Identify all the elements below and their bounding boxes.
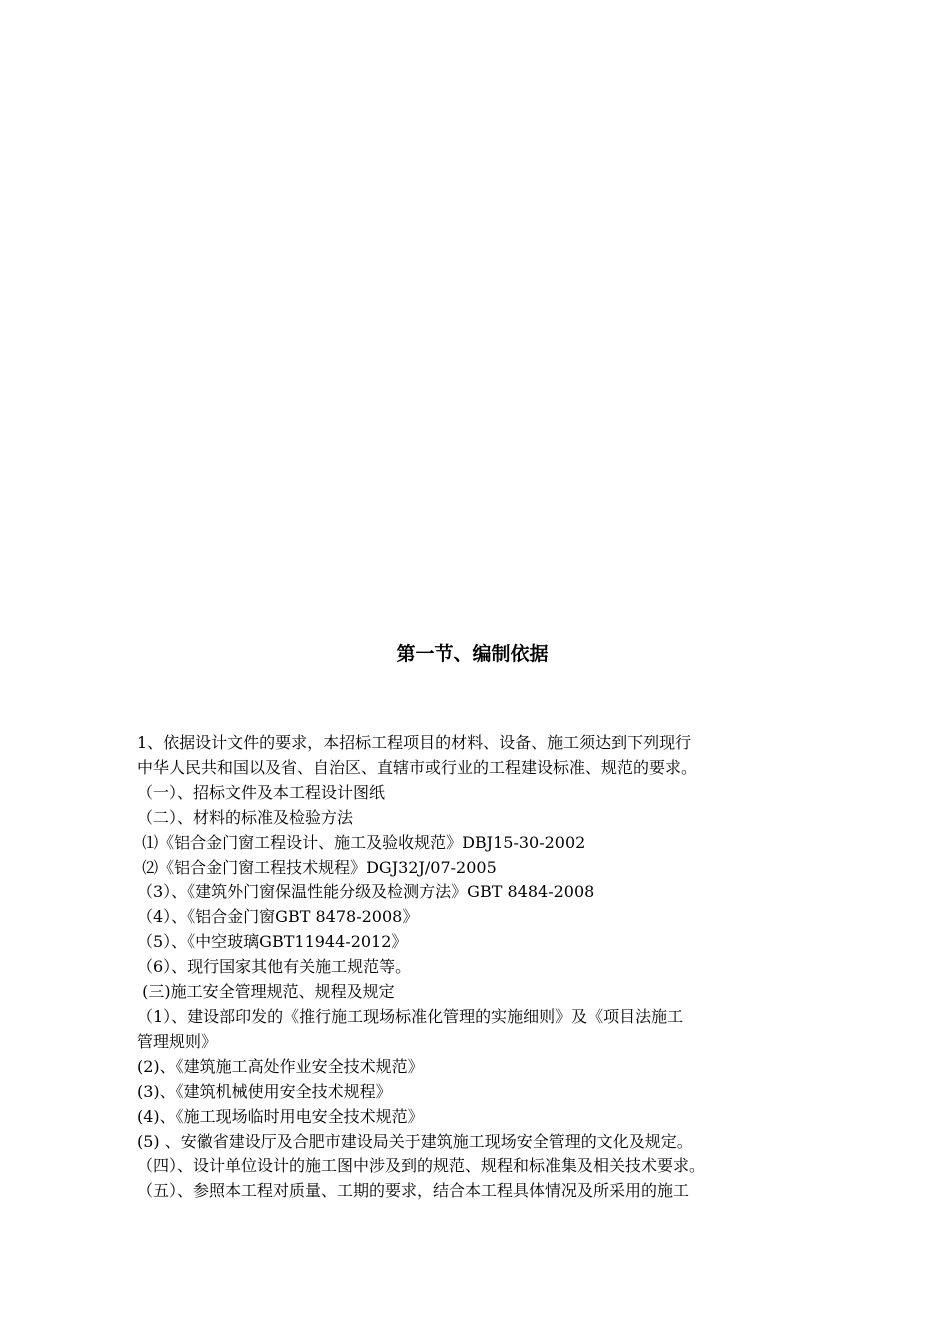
body-line: （1）、建设部印发的《推行施工现场标准化管理的实施细则》及《项目法施工 [137, 1006, 684, 1026]
body-line: (三)施工安全管理规范、规程及规定 [137, 982, 395, 1002]
body-line: (5) 、安徽省建设厅及合肥市建设局关于建筑施工现场安全管理的文化及规定。 [137, 1131, 693, 1151]
body-line: （5）、《中空玻璃GBT11944-2012》 [137, 932, 408, 952]
body-line: （五）、参照本工程对质量、工期的要求，结合本工程具体情况及所采用的施工 [137, 1181, 690, 1201]
body-line: 管理规则》 [137, 1031, 218, 1051]
document-body [137, 731, 827, 1204]
body-line: (4)、《施工现场临时用电安全技术规范》 [137, 1106, 424, 1126]
body-line: （一）、招标文件及本工程设计图纸 [137, 782, 386, 802]
section-heading: 第一节、编制依据 [396, 643, 549, 665]
body-line: （3）、《建筑外门窗保温性能分级及检测方法》GBT 8484-2008 [137, 882, 595, 902]
body-line: （二）、材料的标准及检验方法 [137, 807, 354, 827]
body-line: （四）、设计单位设计的施工图中涉及到的规范、规程和标准集及相关技术要求。 [137, 1156, 706, 1176]
body-line: （4）、《铝合金门窗GBT 8478-2008》 [137, 907, 419, 927]
body-line: 1、依据设计文件的要求，本招标工程项目的材料、设备、施工须达到下列现行 [137, 733, 692, 752]
body-line: （6）、现行国家其他有关施工规范等。 [137, 957, 412, 977]
body-line: ⑴《铝合金门窗工程设计、施工及验收规范》DBJ15-30-2002 [137, 832, 586, 852]
body-line: (2)、《建筑施工高处作业安全技术规范》 [137, 1056, 424, 1076]
body-line: (3)、《建筑机械使用安全技术规程》 [137, 1081, 392, 1101]
body-line: 中华人民共和国以及省、自治区、直辖市或行业的工程建设标准、规范的要求。 [137, 757, 698, 777]
body-line: ⑵《铝合金门窗工程技术规程》DGJ32J/07-2005 [137, 857, 497, 877]
